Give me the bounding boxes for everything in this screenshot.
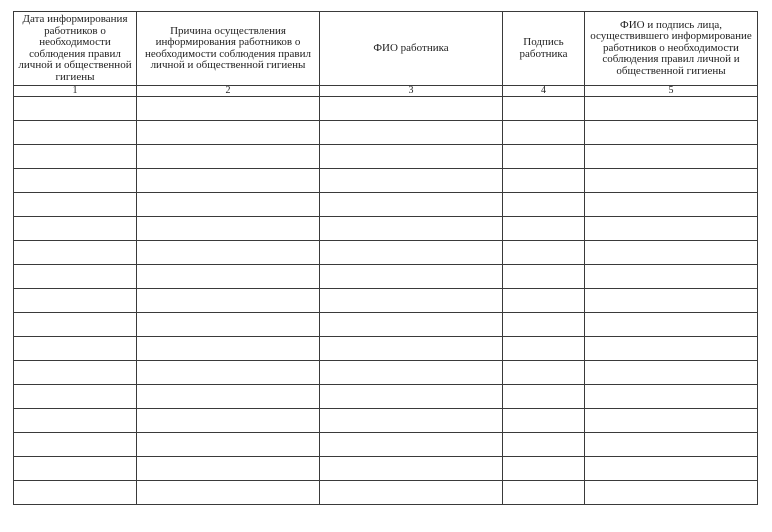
table-cell [137, 313, 320, 337]
table-cell [503, 457, 585, 481]
table-cell [137, 337, 320, 361]
table-cell [137, 121, 320, 145]
table-cell [320, 313, 503, 337]
table-row [14, 193, 758, 217]
table-body [14, 97, 758, 505]
table-cell [137, 433, 320, 457]
column-number: 4 [503, 86, 585, 97]
table-cell [503, 217, 585, 241]
table-cell [585, 241, 758, 265]
table-row [14, 217, 758, 241]
table-cell [585, 193, 758, 217]
table-cell [137, 289, 320, 313]
table-cell [137, 97, 320, 121]
table-cell [320, 361, 503, 385]
table-cell [320, 97, 503, 121]
table-cell [137, 385, 320, 409]
table-cell [503, 433, 585, 457]
table-cell [585, 289, 758, 313]
table-cell [137, 193, 320, 217]
table-cell [585, 121, 758, 145]
table-cell [585, 217, 758, 241]
table-row [14, 265, 758, 289]
column-number: 2 [137, 86, 320, 97]
table-row [14, 97, 758, 121]
table-cell [503, 289, 585, 313]
table-cell [320, 265, 503, 289]
table-cell [585, 481, 758, 505]
table-cell [137, 145, 320, 169]
table-cell [320, 169, 503, 193]
table-cell [503, 337, 585, 361]
table-cell [503, 121, 585, 145]
table-row [14, 361, 758, 385]
table-cell [137, 217, 320, 241]
table-cell [137, 361, 320, 385]
table-cell [320, 289, 503, 313]
header-employee-signature: Подпись работника [503, 12, 585, 86]
table-row [14, 145, 758, 169]
table-cell [14, 289, 137, 313]
table-cell [503, 241, 585, 265]
table-cell [503, 481, 585, 505]
table-cell [14, 121, 137, 145]
table-cell [585, 97, 758, 121]
table-cell [137, 265, 320, 289]
table-cell [320, 433, 503, 457]
table-cell [14, 97, 137, 121]
table-cell [585, 385, 758, 409]
table-row [14, 337, 758, 361]
table-cell [14, 265, 137, 289]
column-number: 5 [585, 86, 758, 97]
table-row [14, 409, 758, 433]
table-cell [14, 145, 137, 169]
table-cell [14, 481, 137, 505]
header-employee-name: ФИО работника [320, 12, 503, 86]
table-cell [585, 265, 758, 289]
table-cell [320, 457, 503, 481]
table-cell [320, 385, 503, 409]
table-cell [320, 121, 503, 145]
table-cell [320, 193, 503, 217]
table-cell [320, 337, 503, 361]
column-number-row [14, 86, 758, 97]
table-cell [14, 217, 137, 241]
table-cell [585, 145, 758, 169]
table-cell [320, 217, 503, 241]
table-cell [585, 409, 758, 433]
column-number: 1 [14, 86, 137, 97]
table-row [14, 385, 758, 409]
column-number: 3 [320, 86, 503, 97]
table-cell [320, 481, 503, 505]
table-cell [137, 481, 320, 505]
table-cell [14, 193, 137, 217]
table-cell [503, 193, 585, 217]
table-cell [320, 145, 503, 169]
table-cell [14, 361, 137, 385]
table-cell [503, 97, 585, 121]
table-cell [14, 457, 137, 481]
table-cell [585, 433, 758, 457]
hygiene-briefing-log-table [13, 11, 758, 505]
table-row [14, 313, 758, 337]
table-cell [503, 385, 585, 409]
table-cell [320, 241, 503, 265]
table-cell [14, 409, 137, 433]
table-cell [137, 241, 320, 265]
table-cell [503, 145, 585, 169]
table-cell [585, 169, 758, 193]
table-cell [14, 313, 137, 337]
table-cell [320, 409, 503, 433]
table-cell [137, 409, 320, 433]
table-cell [14, 241, 137, 265]
header-row [14, 12, 758, 86]
table-cell [503, 169, 585, 193]
table-cell [137, 457, 320, 481]
table-row [14, 457, 758, 481]
table-row [14, 169, 758, 193]
table-row [14, 481, 758, 505]
header-date: Дата информирования работников о необходимости соблюдения правил личной и общественной гигиены [14, 12, 137, 86]
table-cell [503, 265, 585, 289]
header-reason: Причина осуществления информирования работников о необходимости соблюдения правил личной и общественной гигиены [137, 12, 320, 86]
table-cell [14, 169, 137, 193]
table-cell [585, 313, 758, 337]
table-cell [503, 361, 585, 385]
table-row [14, 289, 758, 313]
table-cell [137, 169, 320, 193]
table-cell [14, 337, 137, 361]
table-cell [585, 457, 758, 481]
table-cell [585, 337, 758, 361]
table-row [14, 433, 758, 457]
header-informant-name-signature: ФИО и подпись лица, осуществившего информирование работников о необходимости соблюдения правил личной и общественной гигиены [585, 12, 758, 86]
table-cell [585, 361, 758, 385]
table-row [14, 241, 758, 265]
table-cell [503, 313, 585, 337]
table-cell [503, 409, 585, 433]
table-cell [14, 433, 137, 457]
table-cell [14, 385, 137, 409]
table-row [14, 121, 758, 145]
